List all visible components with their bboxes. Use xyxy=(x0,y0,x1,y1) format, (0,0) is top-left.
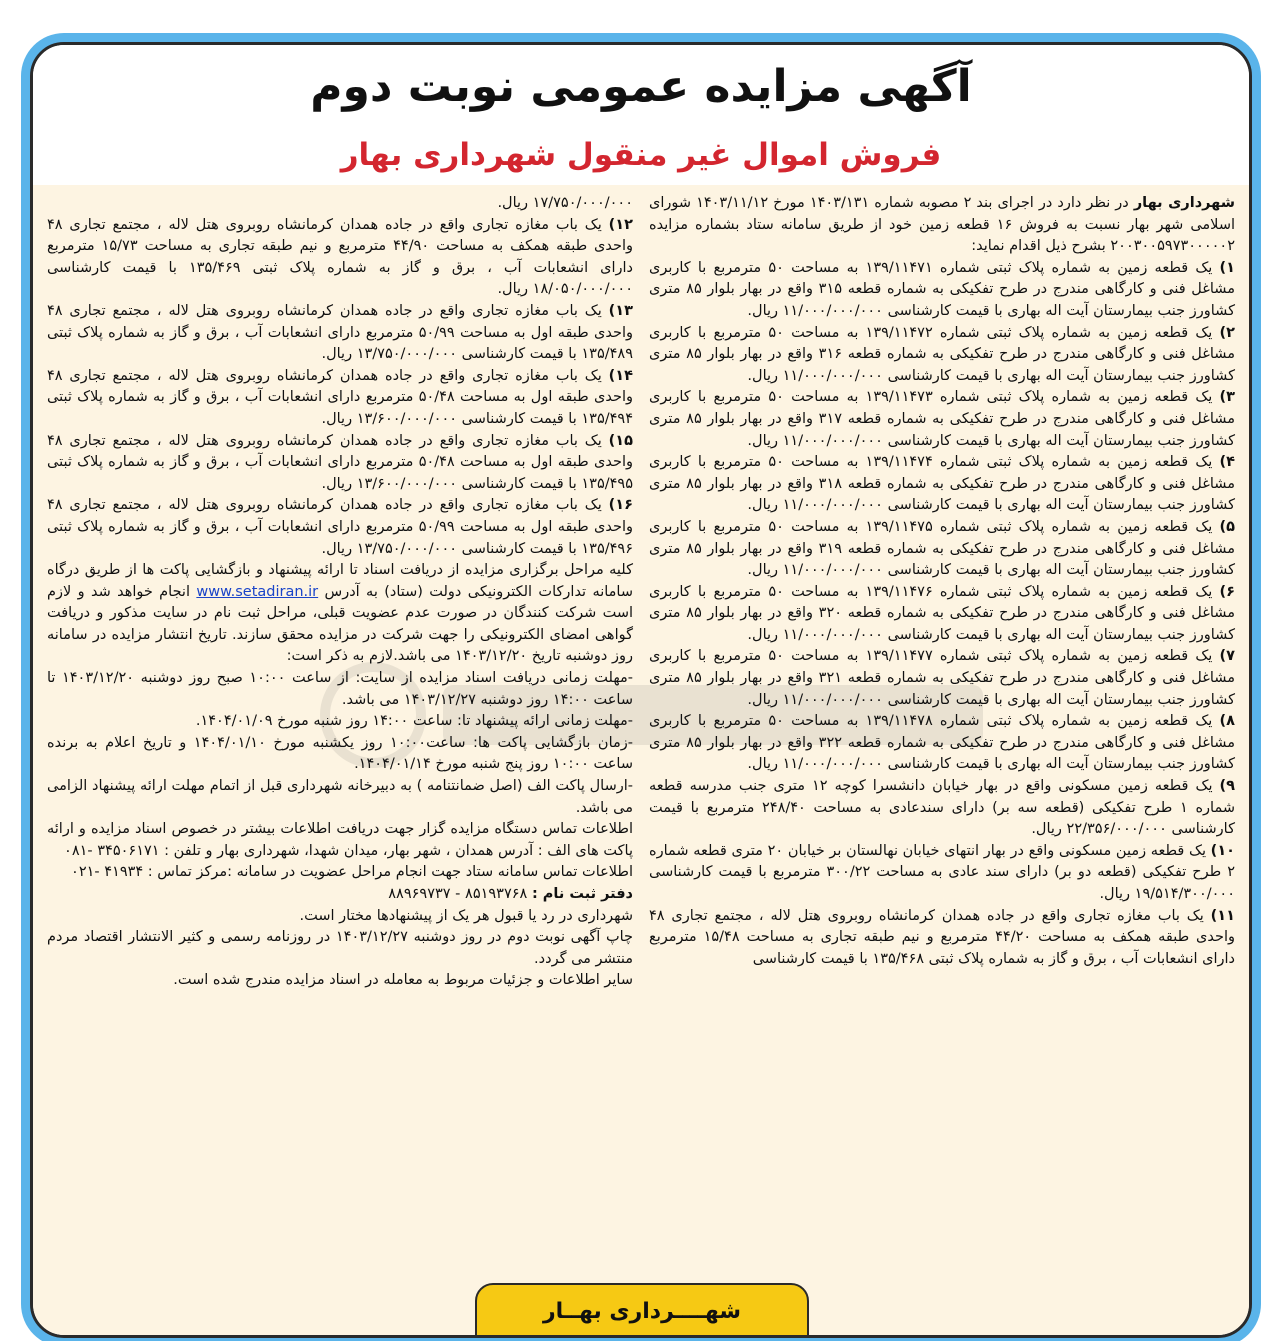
list-item xyxy=(47,301,633,366)
reject-note: شهرداری در رد یا قبول هر یک از پیشنهادها مختار است. xyxy=(299,907,633,924)
list-item xyxy=(649,841,1235,906)
item-text: یک قطعه زمین به شماره پلاک ثبتی شماره ۱۳۹/۱۱۴۷۸ به مساحت ۵۰ مترمربع با کاربری مشاغل فنی و کارگاهی مندرج در طرح تفکیکی به شماره قطعه ۳۲۲ واقع در بهار بلوار ۸۵ متری کشاورز جنب بیمارستان آیت اله بهاری با قیمت کارشناسی ۱۱/۰۰۰/۰۰۰/۰۰۰ ریال. xyxy=(649,713,1235,773)
item-text: یک باب مغازه تجاری واقع در جاده همدان کرمانشاه روبروی هتل لاله ، مجتمع تجاری ۴۸ واحدی طبقه اول به مساحت ۵۰/۹۹ مترمربع دارای انشعابات آب ، برق و گاز به شماره پلاک ثبتی ۱۳۵/۴۹۶ با قیمت کارشناسی ۱۳/۷۵۰/۰۰۰/۰۰۰ ریال. xyxy=(47,497,633,557)
item-number: ۱۵) xyxy=(608,432,633,449)
item-number: ۷) xyxy=(1219,648,1235,665)
footer-org-badge: شهــــرداری بهــار xyxy=(475,1283,809,1338)
item-text: یک قطعه زمین به شماره پلاک ثبتی شماره ۱۳۹/۱۱۴۷۵ به مساحت ۵۰ مترمربع با کاربری مشاغل فنی و کارگاهی مندرج در طرح تفکیکی به شماره قطعه ۳۱۹ واقع در بهار بلوار ۸۵ متری کشاورز جنب بیمارستان آیت اله بهاری با قیمت کارشناسی ۱۱/۰۰۰/۰۰۰/۰۰۰ ریال. xyxy=(649,518,1235,579)
list-item xyxy=(649,258,1235,323)
item-text: یک باب مغازه تجاری واقع در جاده همدان کرمانشاه روبروی هتل لاله ، مجتمع تجاری ۴۸ واحدی طبقه اول به مساحت ۵۰/۴۸ مترمربع دارای انشعابات آب ، برق و گاز به شماره پلاک ثبتی ۱۳۵/۴۹۴ با قیمت کارشناسی ۱۳/۶۰۰/۰۰۰/۰۰۰ ریال. xyxy=(47,367,633,427)
list-item xyxy=(649,906,1235,971)
right-column xyxy=(649,193,1235,970)
item-number: ۶) xyxy=(1219,583,1235,600)
deadline-docs: -مهلت زمانی دریافت اسناد مزایده از سایت: از ساعت ۱۰:۰۰ صبح روز دوشنبه ۱۴۰۳/۱۲/۲۰ تا ساعت ۱۴:۰۰ روز دوشنبه ۱۴۰۳/۱۲/۲۷ می باشد. xyxy=(47,670,633,708)
list-item xyxy=(649,646,1235,711)
procedure-text: کلیه مراحل برگزاری مزایده از دریافت اسناد تا ارائه پیشنهاد و بازگشایی پاکت ها از طریق درگاه سامانه تدارکات الکترونیکی دولت (ستاد) به آدرس xyxy=(47,562,634,600)
item-number: ۹) xyxy=(1219,778,1235,795)
item-number: ۱۰) xyxy=(1210,842,1236,859)
item-text: یک قطعه زمین به شماره پلاک ثبتی شماره ۱۳۹/۱۱۴۷۷ به مساحت ۵۰ مترمربع با کاربری مشاغل فنی و کارگاهی مندرج در طرح تفکیکی به شماره قطعه ۳۲۱ واقع در بهار بلوار ۸۵ متری کشاورز جنب بیمارستان آیت اله بهاری با قیمت کارشناسی ۱۱/۰۰۰/۰۰۰/۰۰۰ ریال. xyxy=(649,648,1235,708)
item-number: ۳) xyxy=(1219,389,1235,406)
intro-paragraph xyxy=(649,193,1235,258)
procedure-text-2: انجام خواهد شد و لازم است شرکت کنندگان در صورت عدم عضویت قبلی، مراحل ثبت نام در سایت مذکور و دریافت گواهی امضای الکترونیکی را جهت شرکت در مزایده محقق سازند. تاریخ انتشار مزایده در سامانه روز دوشنبه تاریخ ۱۴۰۳/۱۲/۲۰ می باشد.لازم به ذکر است: xyxy=(47,583,633,665)
intro-text: در نظر دارد در اجرای بند ۲ مصوبه شماره ۱۴۰۳/۱۳۱ مورخ ۱۴۰۳/۱۱/۱۲ شورای اسلامی شهر بهار نسبت به فروش ۱۶ قطعه زمین خود از طریق سامانه ستاد بشماره مزایده ۲۰۰۳۰۰۵۹۷۳۰۰۰۰۰۲ بشرح ذیل اقدام نماید: xyxy=(649,195,1235,255)
procedure-paragraph xyxy=(47,560,633,668)
contact-info: اطلاعات تماس دستگاه مزایده گزار جهت دریافت اطلاعات بیشتر در خصوص اسناد مزایده و ارائه پاکت های الف : آدرس همدان ، شهر بهار، میدان شهدا، شهرداری بهار و تلفن : ۳۴۵۰۶۱۷۱ -۰۸۱ xyxy=(47,821,633,859)
deadline-offer: -مهلت زمانی ارائه پیشنهاد تا: ساعت ۱۴:۰۰ روز شنبه مورخ ۱۴۰۴/۰۱/۰۹. xyxy=(195,713,633,730)
list-item xyxy=(649,582,1235,647)
list-item xyxy=(649,711,1235,776)
item-number: ۸) xyxy=(1219,713,1235,730)
item-text: یک باب مغازه تجاری واقع در جاده همدان کرمانشاه روبروی هتل لاله ، مجتمع تجاری ۴۸ واحدی طبقه همکف به مساحت ۴۴/۹۰ مترمربع و نیم طبقه تجاری به مساحت ۱۵/۷۳ مترمربع دارای انشعابات آب ، برق و گاز به شماره پلاک ثبتی ۱۳۵/۴۶۹ با قیمت کارشناسی ۱۸/۰۵۰/۰۰۰/۰۰۰ ریال. xyxy=(47,216,633,298)
item-text: یک قطعه زمین به شماره پلاک ثبتی شماره ۱۳۹/۱۱۴۷۴ به مساحت ۵۰ مترمربع با کاربری مشاغل فنی و کارگاهی مندرج در طرح تفکیکی به شماره قطعه ۳۱۸ واقع در بهار بلوار ۸۵ متری کشاورز جنب بیمارستان آیت اله بهاری با قیمت کارشناسی ۱۱/۰۰۰/۰۰۰/۰۰۰ ریال. xyxy=(649,454,1235,514)
item-number: ۱۴) xyxy=(608,367,633,384)
registration-label: دفتر ثبت نام : xyxy=(531,886,633,902)
registration-phones: ۸۵۱۹۳۷۶۸ - ۸۸۹۶۹۷۳۷ xyxy=(388,886,532,902)
item-text: یک باب مغازه تجاری واقع در جاده همدان کرمانشاه روبروی هتل لاله ، مجتمع تجاری ۴۸ واحدی طبقه همکف به مساحت ۴۴/۲۰ مترمربع و نیم طبقه تجاری به مساحت ۱۵/۴۸ مترمربع دارای انشعابات آب ، برق و گاز به شماره پلاک ثبتی ۱۳۵/۴۶۸ با قیمت کارشناسی xyxy=(649,907,1235,967)
item-text: یک قطعه زمین به شماره پلاک ثبتی شماره ۱۳۹/۱۱۴۷۳ به مساحت ۵۰ مترمربع با کاربری مشاغل فنی و کارگاهی مندرج در طرح تفکیکی به شماره قطعه ۳۱۷ واقع در بهار بلوار ۸۵ متری کشاورز جنب بیمارستان آیت اله بهاری با قیمت کارشناسی ۱۱/۰۰۰/۰۰۰/۰۰۰ ریال. xyxy=(649,389,1235,449)
list-item xyxy=(649,517,1235,582)
carry-over-price: ۱۷/۷۵۰/۰۰۰/۰۰۰ ریال. xyxy=(497,195,633,211)
list-item xyxy=(649,387,1235,452)
notice-frame xyxy=(30,42,1252,1338)
item-number: ۵) xyxy=(1219,518,1235,535)
intro-org: شهرداری بهار xyxy=(1133,195,1235,211)
setad-link[interactable]: www.setadiran.ir xyxy=(196,583,319,600)
list-item xyxy=(47,431,633,496)
list-item xyxy=(47,495,633,560)
notice-subtitle: فروش اموال غیر منقول شهرداری بهار xyxy=(340,137,942,173)
notice-body xyxy=(33,185,1249,1335)
registration-office xyxy=(47,884,633,906)
opening-time: -زمان بازگشایی پاکت ها: ساعت۱۰:۰۰ روز یکشنبه مورخ ۱۴۰۴/۰۱/۱۰ و تاریخ اعلام به برنده ساعت ۱۰:۰۰ روز پنج شنبه مورخ ۱۴۰۴/۰۱/۱۴. xyxy=(47,734,633,773)
item-number: ۱) xyxy=(1219,259,1235,276)
notice-header xyxy=(33,45,1249,185)
other-info-note: سایر اطلاعات و جزئیات مربوط به معامله در اسناد مزایده مندرج شده است. xyxy=(173,972,633,989)
item-number: ۲) xyxy=(1219,324,1235,341)
list-item xyxy=(649,776,1235,841)
item-text: یک قطعه زمین مسکونی واقع در بهار انتهای خیابان نهالستان بر خیابان ۲۰ متری قطعه شماره ۲ طرح تفکیکی (قطعه دو بر) دارای سند عادی به مساحت ۳۰۰/۲۲ مترمربع با قیمت کارشناسی ۱۹/۵۱۴/۳۰۰/۰۰۰ ریال. xyxy=(649,842,1235,902)
left-column xyxy=(47,193,633,992)
list-item xyxy=(47,215,633,301)
publish-note: چاپ آگهی نوبت دوم در روز دوشنبه ۱۴۰۳/۱۲/۲۷ در روزنامه رسمی و کثیر الانتشار اقتصاد مردم منتشر می گردد. xyxy=(47,929,633,967)
item-number: ۱۳) xyxy=(608,302,633,319)
item-text: یک قطعه زمین به شماره پلاک ثبتی شماره ۱۳۹/۱۱۴۷۲ به مساحت ۵۰ مترمربع با کاربری مشاغل فنی و کارگاهی مندرج در طرح تفکیکی به شماره قطعه ۳۱۶ واقع در بهار بلوار ۸۵ متری کشاورز جنب بیمارستان آیت اله بهاری با قیمت کارشناسی ۱۱/۰۰۰/۰۰۰/۰۰۰ ریال. xyxy=(649,324,1235,384)
item-number: ۱۶) xyxy=(608,497,633,514)
notice-title: آگهی مزایده عمومی نوبت دوم xyxy=(310,61,972,112)
item-text: یک قطعه زمین مسکونی واقع در بهار خیابان دانشسرا کوچه ۱۲ متری جنب مدرسه قطعه شماره ۱ طرح تفکیکی (قطعه سه بر) دارای سندعادی به مساحت ۲۴۸/۴۰ مترمربع با قیمت کارشناسی ۲۲/۳۵۶/۰۰۰/۰۰۰ ریال. xyxy=(649,778,1235,838)
setad-contact: اطلاعات تماس سامانه ستاد جهت انجام مراحل عضویت در سامانه :مرکز تماس : ۴۱۹۳۴ -۰۲۱ xyxy=(71,864,633,881)
item-text: یک باب مغازه تجاری واقع در جاده همدان کرمانشاه روبروی هتل لاله ، مجتمع تجاری ۴۸ واحدی طبقه اول به مساحت ۵۰/۴۸ مترمربع دارای انشعابات آب ، برق و گاز به شماره پلاک ثبتی ۱۳۵/۴۹۵ با قیمت کارشناسی ۱۳/۶۰۰/۰۰۰/۰۰۰ ریال. xyxy=(47,432,633,492)
item-number: ۱۲) xyxy=(608,216,633,233)
list-item xyxy=(47,366,633,431)
item-number: ۴) xyxy=(1219,454,1235,471)
item-text: یک باب مغازه تجاری واقع در جاده همدان کرمانشاه روبروی هتل لاله ، مجتمع تجاری ۴۸ واحدی طبقه اول به مساحت ۵۰/۹۹ مترمربع دارای انشعابات آب ، برق و گاز به شماره پلاک ثبتی ۱۳۵/۴۸۹ با قیمت کارشناسی ۱۳/۷۵۰/۰۰۰/۰۰۰ ریال. xyxy=(47,302,633,363)
list-item xyxy=(649,452,1235,517)
envelope-note: -ارسال پاکت الف (اصل ضمانتنامه ) به دبیرخانه شهرداری قبل از اتمام مهلت ارائه پیشنهاد الزامی می باشد. xyxy=(47,778,633,816)
item-text: یک قطعه زمین به شماره پلاک ثبتی شماره ۱۳۹/۱۱۴۷۶ به مساحت ۵۰ مترمربع با کاربری مشاغل فنی و کارگاهی مندرج در طرح تفکیکی به شماره قطعه ۳۲۰ واقع در بهار بلوار ۸۵ متری کشاورز جنب بیمارستان آیت اله بهاری با قیمت کارشناسی ۱۱/۰۰۰/۰۰۰/۰۰۰ ریال. xyxy=(649,583,1235,643)
item-number: ۱۱) xyxy=(1210,907,1235,924)
item-text: یک قطعه زمین به شماره پلاک ثبتی شماره ۱۳۹/۱۱۴۷۱ به مساحت ۵۰ مترمربع با کاربری مشاغل فنی و کارگاهی مندرج در طرح تفکیکی به شماره قطعه ۳۱۵ واقع در بهار بلوار ۸۵ متری کشاورز جنب بیمارستان آیت اله بهاری با قیمت کارشناسی ۱۱/۰۰۰/۰۰۰/۰۰۰ ریال. xyxy=(649,259,1235,319)
list-item xyxy=(649,323,1235,388)
